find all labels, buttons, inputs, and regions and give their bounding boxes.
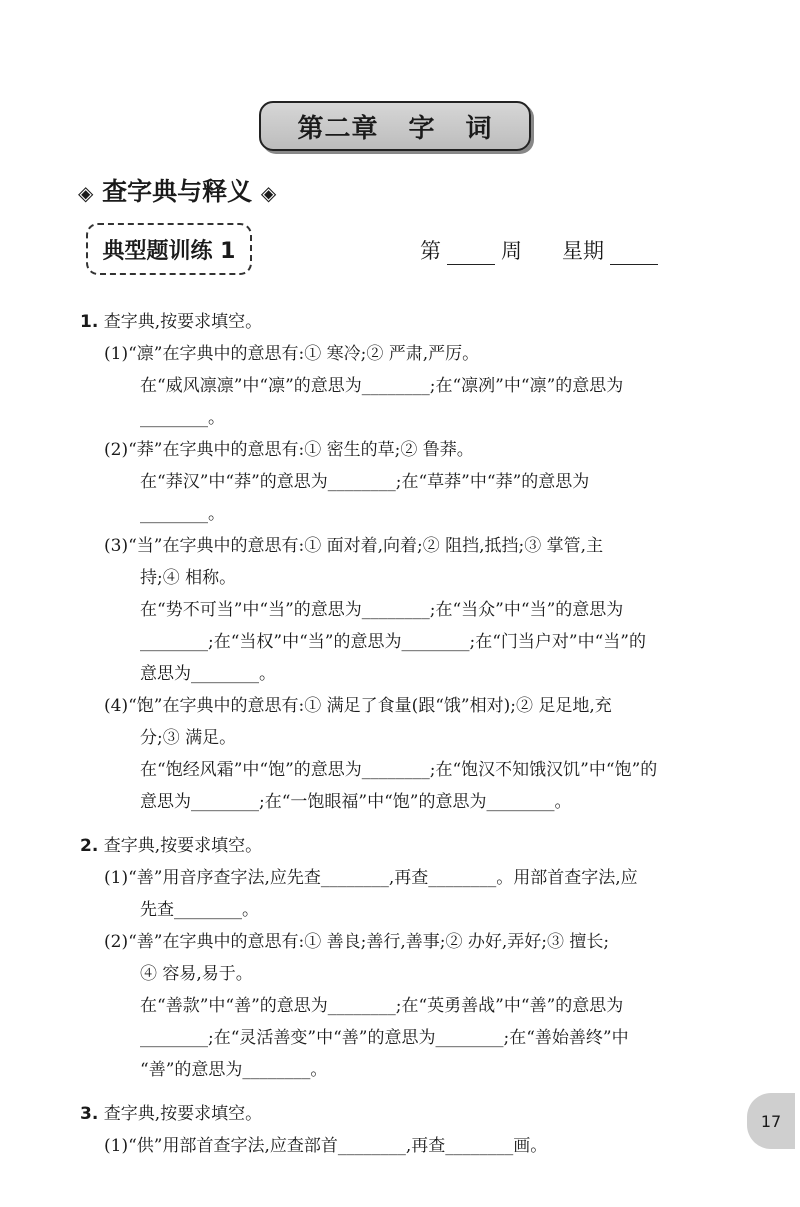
- weekday-label: 星期: [562, 239, 604, 263]
- question-title-text: 查字典,按要求填空。: [103, 1104, 263, 1124]
- question-line: ________。: [140, 408, 225, 428]
- question-line: (4)“饱”在字典中的意思有:① 满足了食量(跟“饿”相对);② 足足地,充: [104, 696, 612, 716]
- question-line: (1)“善”用音序查字法,应先查________,再查________。用部首查字法,应: [104, 868, 638, 888]
- question-line: (2)“善”在字典中的意思有:① 善良;善行,善事;② 办好,弄好;③ 擅长;: [104, 932, 610, 952]
- question-line: 在“饱经风霜”中“饱”的意思为________;在“饱汉不知饿汉饥”中“饱”的: [140, 760, 658, 780]
- question-number: 2.: [80, 836, 99, 856]
- question-title: [80, 1098, 720, 1130]
- practice-label-box: [86, 223, 252, 275]
- question-line: ④ 容易,易于。: [140, 964, 253, 984]
- chapter-title-box: [259, 101, 531, 151]
- question-3: [80, 1098, 720, 1162]
- question-number: 3.: [80, 1104, 99, 1124]
- question-list: [80, 306, 720, 1174]
- question-line: 分;③ 满足。: [140, 728, 237, 748]
- week-di-label: 第: [420, 239, 441, 263]
- question-line: 持;④ 相称。: [140, 568, 237, 588]
- question-line: (3)“当”在字典中的意思有:① 面对着,向着;② 阻挡,抵挡;③ 掌管,主: [104, 536, 604, 556]
- question-line: 在“善款”中“善”的意思为________;在“英勇善战”中“善”的意思为: [140, 996, 624, 1016]
- question-2: [80, 830, 720, 1086]
- week-line: [420, 235, 664, 265]
- diamond-icon: ◈: [78, 181, 94, 205]
- question-line: (1)“供”用部首查字法,应查部首________,再查________画。: [104, 1136, 548, 1156]
- question-title-text: 查字典,按要求填空。: [103, 836, 263, 856]
- question-line: ________;在“当权”中“当”的意思为________;在“门当户对”中“当”的: [140, 632, 646, 652]
- question-line: 在“势不可当”中“当”的意思为________;在“当众”中“当”的意思为: [140, 600, 624, 620]
- question-line: (1)“凛”在字典中的意思有:① 寒冷;② 严肃,严厉。: [104, 344, 480, 364]
- page-number: 17: [760, 1111, 782, 1131]
- question-line: 在“莽汉”中“莽”的意思为________;在“草莽”中“莽”的意思为: [140, 472, 590, 492]
- chapter-title: 第二章 字 词: [297, 113, 493, 144]
- question-number: 1.: [80, 312, 99, 332]
- question-line: ________。: [140, 504, 225, 524]
- page-number-tab: [747, 1093, 795, 1149]
- question-title: [80, 306, 720, 338]
- practice-label: 典型题训练 1: [102, 238, 236, 264]
- question-line: 在“威风凛凛”中“凛”的意思为________;在“凛冽”中“凛”的意思为: [140, 376, 624, 396]
- question-line: ________;在“灵活善变”中“善”的意思为________;在“善始善终”中: [140, 1028, 629, 1048]
- section-heading: [78, 172, 276, 208]
- question-line: 意思为________。: [140, 664, 276, 684]
- question-line: 意思为________;在“一饱眼福”中“饱”的意思为________。: [140, 792, 572, 812]
- section-heading-text: 查字典与释义: [102, 177, 253, 206]
- question-title-text: 查字典,按要求填空。: [103, 312, 263, 332]
- weekday-blank[interactable]: [610, 244, 658, 265]
- week-zhou-label: 周: [501, 239, 522, 263]
- question-line: “善”的意思为________。: [140, 1060, 328, 1080]
- question-line: 先查________。: [140, 900, 259, 920]
- question-title: [80, 830, 720, 862]
- question-1: [80, 306, 720, 818]
- question-line: (2)“莽”在字典中的意思有:① 密生的草;② 鲁莽。: [104, 440, 474, 460]
- diamond-icon: ◈: [260, 181, 277, 205]
- week-blank[interactable]: [447, 244, 495, 265]
